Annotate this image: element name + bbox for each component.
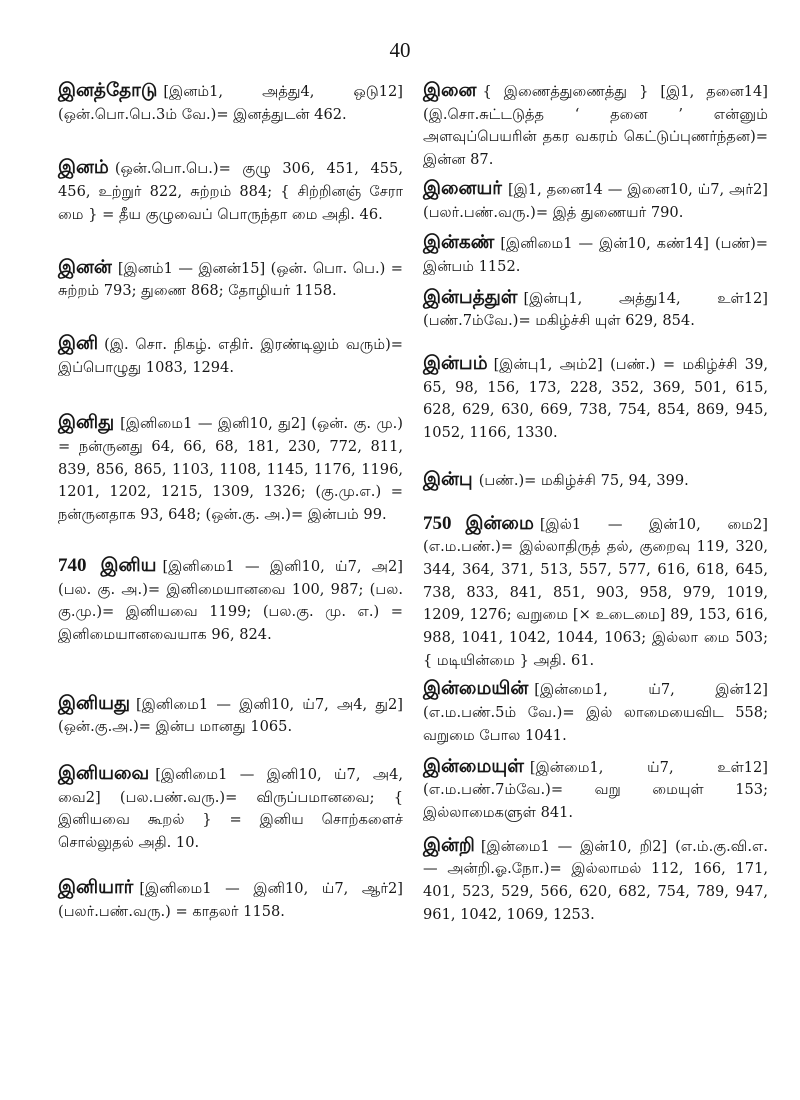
entry-body: [இனிமை1 — இனி10, ய்7, ஆர்2] (பலர்.பண்.வரு.) = காதலர் 1158. <box>58 879 403 920</box>
entry-headword: இனை <box>423 80 477 101</box>
entry-body: (பண்.)= மகிழ்ச்சி 75, 94, 399. <box>478 471 689 489</box>
entry-headword: இன்மையின் <box>423 678 529 700</box>
entry-body: (இ. சொ. நிகழ். எதிர். இரண்டிலும் வரும்)= இப்பொழுது 1083, 1294. <box>58 335 403 376</box>
entry-body: [இனிமை1 — இன்10, கண்14] (பண்)= இன்பம் 1152. <box>423 235 768 275</box>
entry-headword: இன்பத்துள் <box>423 286 518 308</box>
entry-inbam <box>423 353 768 445</box>
entry-inam <box>58 157 403 226</box>
entry-ini <box>58 333 403 379</box>
entry-headword: இன்மை <box>465 512 534 534</box>
entry-headword: இனியவை <box>58 763 150 785</box>
right-column <box>423 80 768 927</box>
entry-inmaiyin <box>423 678 768 747</box>
entry-body: [இனம்1, அத்து4, ஒடு12] (ஒன்.பொ.பெ.3ம் வே.)= இனத்துடன் 462. <box>58 83 403 123</box>
entry-body: [இன்மை1, ய்7, இன்12] (எ.ம.பண்.5ம் வே.)= இல் லாமையைவிட 558; வறுமை போல 1041. <box>423 681 768 744</box>
entry-headword: இனம் <box>58 157 109 179</box>
entry-inan <box>58 257 403 303</box>
entry-body: [இல்1 — இன்10, மை2] (எ.ம.பண்.)= இல்லாதிருத் தல், குறைவு 119, 320, 344, 364, 371, 513, 557, 577, 616, 618, 645, 738, 833, 841, 851, 903, 958, 979, 1019, 1209, 1276; வறுமை [× உடைமை] 89, 153, 616, 988, 1041, 1042, 1044, 1063; இல்லா மை 503; { மடியின்மை } அதி. 61. <box>423 515 768 669</box>
entry-headword: இனிய <box>100 554 157 576</box>
entry-iniyavai <box>58 763 403 855</box>
entry-headword: இனையர் <box>423 177 502 199</box>
page-number: 40 <box>389 38 411 62</box>
entry-body: [இனிமை1 — இனி10, ய்7, அ2] (பல. கு. அ.)= இனிமையானவை 100, 987; (பல. கு.மு.)= இனியவை 1199; (பல.கு. மு. எ.) = இனிமையானவையாக 96, 824. <box>58 557 403 643</box>
entry-body: [இன்பு1, அம்2] (பண்.) = மகிழ்ச்சி 39, 65, 98, 156, 173, 228, 352, 369, 501, 615, 628, 629, 630, 669, 738, 754, 854, 869, 945, 1052, 1166, 1330. <box>423 356 768 442</box>
entry-body: (ஒன்.பொ.பெ.)= குழு 306, 451, 455, 456, உற்றுர் 822, சுற்றம் 884; { சிற்றினஞ் சேரா மை } = தீய குழுவைப் பொருந்தா மை அதி. 46. <box>58 160 403 223</box>
entry-inaiyar <box>423 178 768 224</box>
entry-body: { இணைத்துணைத்து } [இ1, தனை14] (இ.சொ.சுட்டடுத்த ‘ தனை ’ என்னும் அளவுப்பெயரின் தகர வகரம் கெட்டுப்புணர்ந்தன)= இன்ன 87. <box>423 83 768 169</box>
entry-inbu <box>423 469 768 493</box>
entry-body: [இன்பு1, அத்து14, உள்12] (பண்.7ம்வே.)= மகிழ்ச்சி யுள் 629, 854. <box>423 289 768 330</box>
entry-headword: இன்கண் <box>423 232 495 254</box>
entry-iniya <box>58 555 403 647</box>
entry-headword: இன்மையுள் <box>423 755 524 777</box>
entry-headword: இன்பு <box>423 468 473 490</box>
entry-body: [இன்மை1, ய்7, உள்12] (எ.ம.பண்.7ம்வே.)= வறு மையுள் 153; இல்லாமைகளுள் 841. <box>423 758 768 821</box>
entry-headword: இன்பம் <box>423 353 488 375</box>
entry-body: [இ1, தனை14 — இனை10, ய்7, அர்2] (பலர்.பண்.வரு.)= இத் துணையர் 790. <box>423 180 768 221</box>
entry-headword: இனியார் <box>58 876 134 898</box>
entry-inri <box>423 835 768 927</box>
entry-headword: இன்றி <box>423 834 475 856</box>
entry-body: [இனிமை1 — இனி10, ய்7, அ4, வை2] (பல.பண்.வரு.)= விருப்பமானவை; { இனியவை கூறல் } = இனிய சொற்களைச் சொல்லுதல் அதி. 10. <box>58 766 403 852</box>
entry-inmaiyul <box>423 756 768 825</box>
entry-body: [இனம்1 — இனன்15] (ஒன். பொ. பெ.) = சுற்றம் 793; துணை 868; தோழியர் 1158. <box>58 259 403 300</box>
entry-inmai <box>423 513 768 673</box>
entry-headword: இனன் <box>58 256 112 278</box>
entry-number: 750 <box>423 512 452 534</box>
entry-number: 740 <box>58 554 87 576</box>
entry-body: [இன்மை1 — இன்10, றி2] (எ.ம்.கு.வி.எ. — அன்றி.ஓ.நோ.)= இல்லாமல் 112, 166, 171, 401, 523, 529, 566, 620, 682, 754, 789, 947, 961, 1042, 1069, 1253. <box>423 837 768 923</box>
entry-body: [இனிமை1 — இனி10, து2] (ஒன். கு. மு.) = நன்ருனது 64, 66, 68, 181, 230, 772, 811, 839, 856, 865, 1103, 1108, 1145, 1176, 1196, 1201, 1202, 1215, 1309, 1326; (கு.மு.எ.) = நன்ருனதாக 93, 648; (ஒன்.கு. அ.)= இன்பம் 99. <box>58 415 403 524</box>
entry-iniyathu <box>58 693 403 739</box>
entry-inai <box>423 80 768 172</box>
entry-headword: இனி <box>58 332 99 354</box>
entry-headword: இனிது <box>58 412 115 434</box>
entry-iniyar <box>58 877 403 923</box>
entry-inathodu <box>58 80 403 126</box>
entry-body: [இனிமை1 — இனி10, ய்7, அ4, து2] (ஒன்.கு.அ.)= இன்ப மானது 1065. <box>58 695 403 736</box>
entry-headword: இனியது <box>58 692 131 714</box>
left-column <box>58 80 403 923</box>
entry-inithu <box>58 412 403 527</box>
entry-headword: இனத்தோடு <box>58 80 158 101</box>
entry-inbathul <box>423 287 768 333</box>
entry-inkan <box>423 232 768 278</box>
